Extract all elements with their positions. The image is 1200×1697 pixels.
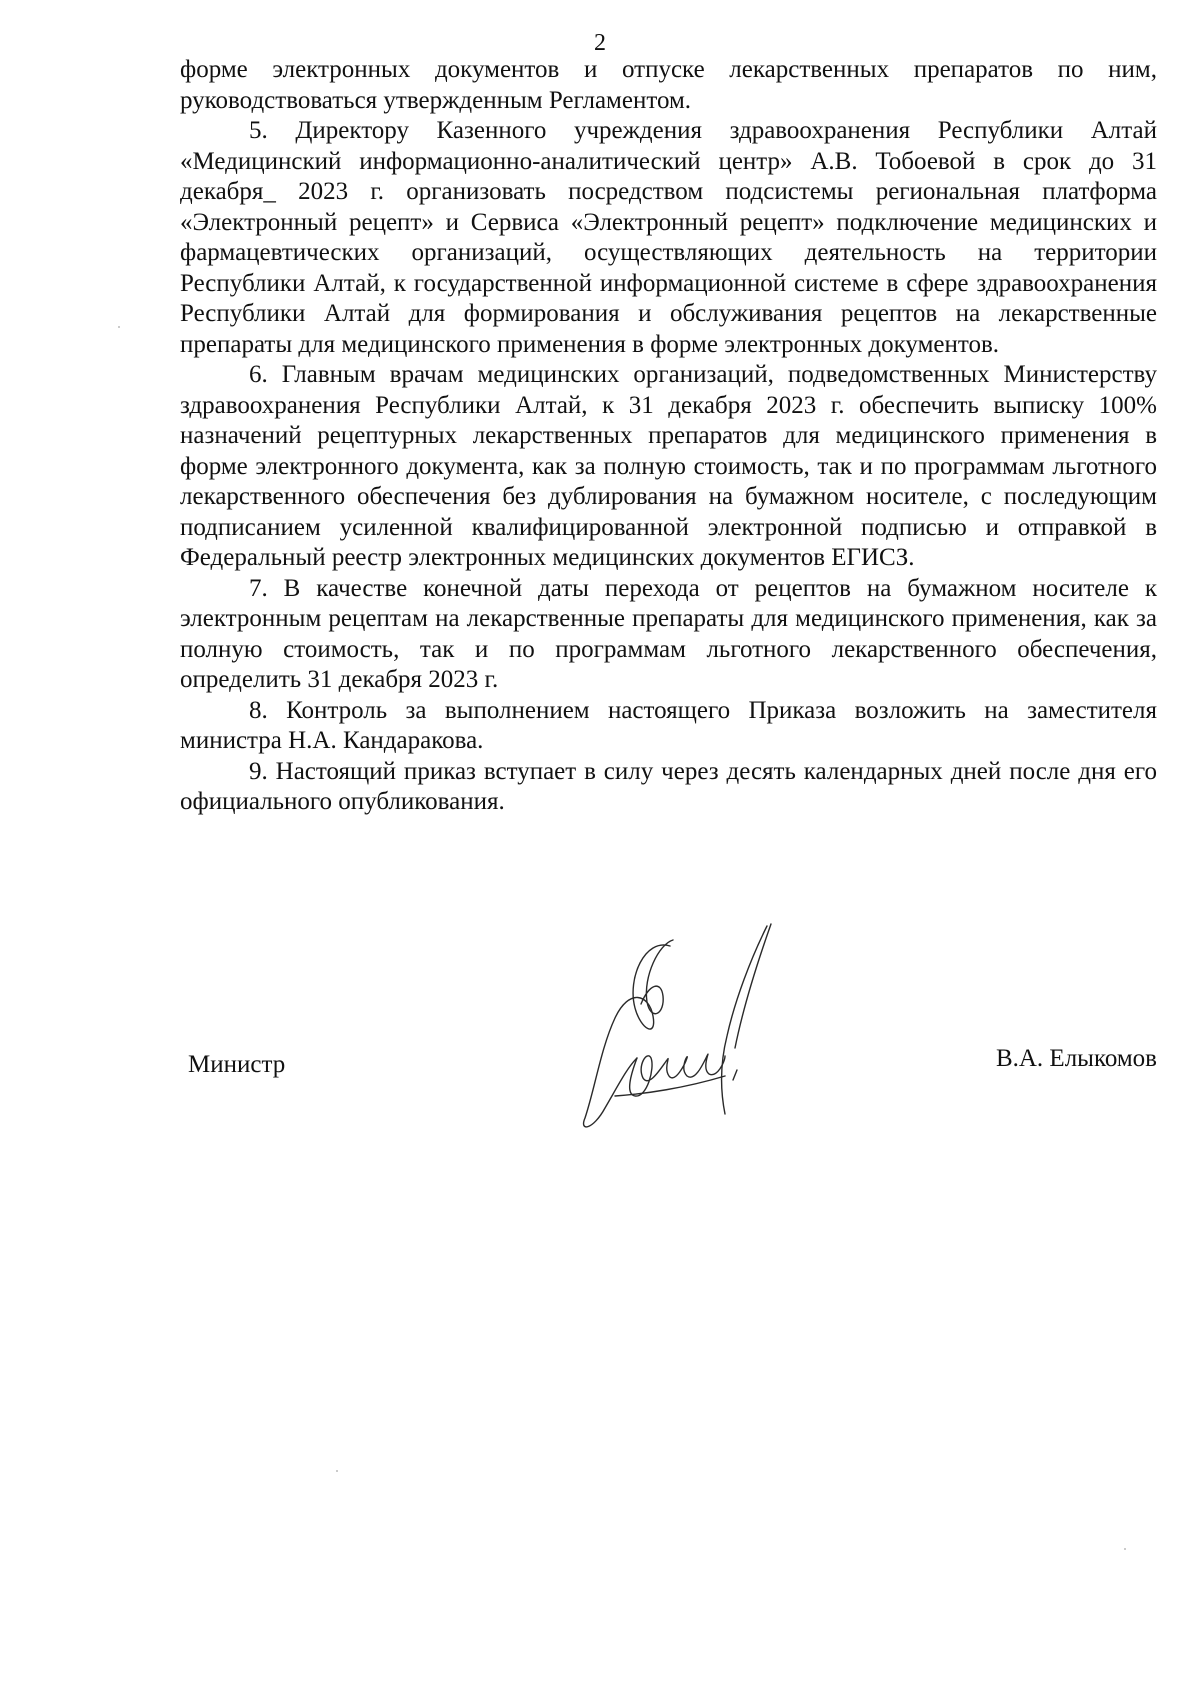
document-body (180, 55, 1157, 818)
handwritten-signature (575, 918, 855, 1138)
paragraph-continuation: форме электронных документов и отпуске лекарственных препаратов по ним, руководствоваться утвержденным Регламентом. (180, 56, 1157, 114)
paragraph-item-6: 6. Главным врачам медицинских организаций, подведомственных Министерству здравоохранения Республики Алтай, к 31 декабря 2023 г. обеспечить выписку 100% назначений рецептурных лекарственных препаратов для медицинского применения в форме электронного документа, как за полную стоимость, так и по программам льготного лекарственного обеспечения без дублирования на бумажном носителе, с последующим подписанием усиленной квалифицированной электронной подписью и отправкой в Федеральный реестр электронных медицинских документов ЕГИСЗ. (180, 361, 1157, 571)
paragraph-item-9: 9. Настоящий приказ вступает в силу через десять календарных дней после дня его официального опубликования. (180, 757, 1157, 815)
scan-speck (118, 326, 120, 328)
paragraph-item-5: 5. Директору Казенного учреждения здравоохранения Республики Алтай «Медицинский информационно-аналитический центр» А.В. Тобоевой в срок до 31 декабря_ 2023 г. организовать посредством подсистемы региональная платформа «Электронный рецепт» и Сервиса «Электронный рецепт» подключение медицинских и фармацевтических организаций, осуществляющих деятельность на территории Республики Алтай, к государственной информационной системе в сфере здравоохранения Республики Алтай для формирования и обслуживания рецептов на лекарственные препараты для медицинского применения в форме электронных документов. (180, 117, 1157, 358)
signatory-title: Министр (188, 1051, 286, 1078)
signature-block (180, 1045, 1157, 1090)
paragraph-item-8: 8. Контроль за выполнением настоящего Приказа возложить на заместителя министра Н.А. Кандаракова. (180, 696, 1157, 754)
scan-speck (1124, 1548, 1126, 1550)
scan-speck (336, 1470, 338, 1472)
paragraph-item-7: 7. В качестве конечной даты перехода от рецептов на бумажном носителе к электронным рецептам на лекарственные препараты для медицинского применения, как за полную стоимость, так и по программам льготного лекарственного обеспечения, определить 31 декабря 2023 г. (180, 574, 1157, 693)
page-number: 2 (594, 30, 606, 56)
signatory-name: В.А. Елыкомов (995, 1045, 1157, 1072)
